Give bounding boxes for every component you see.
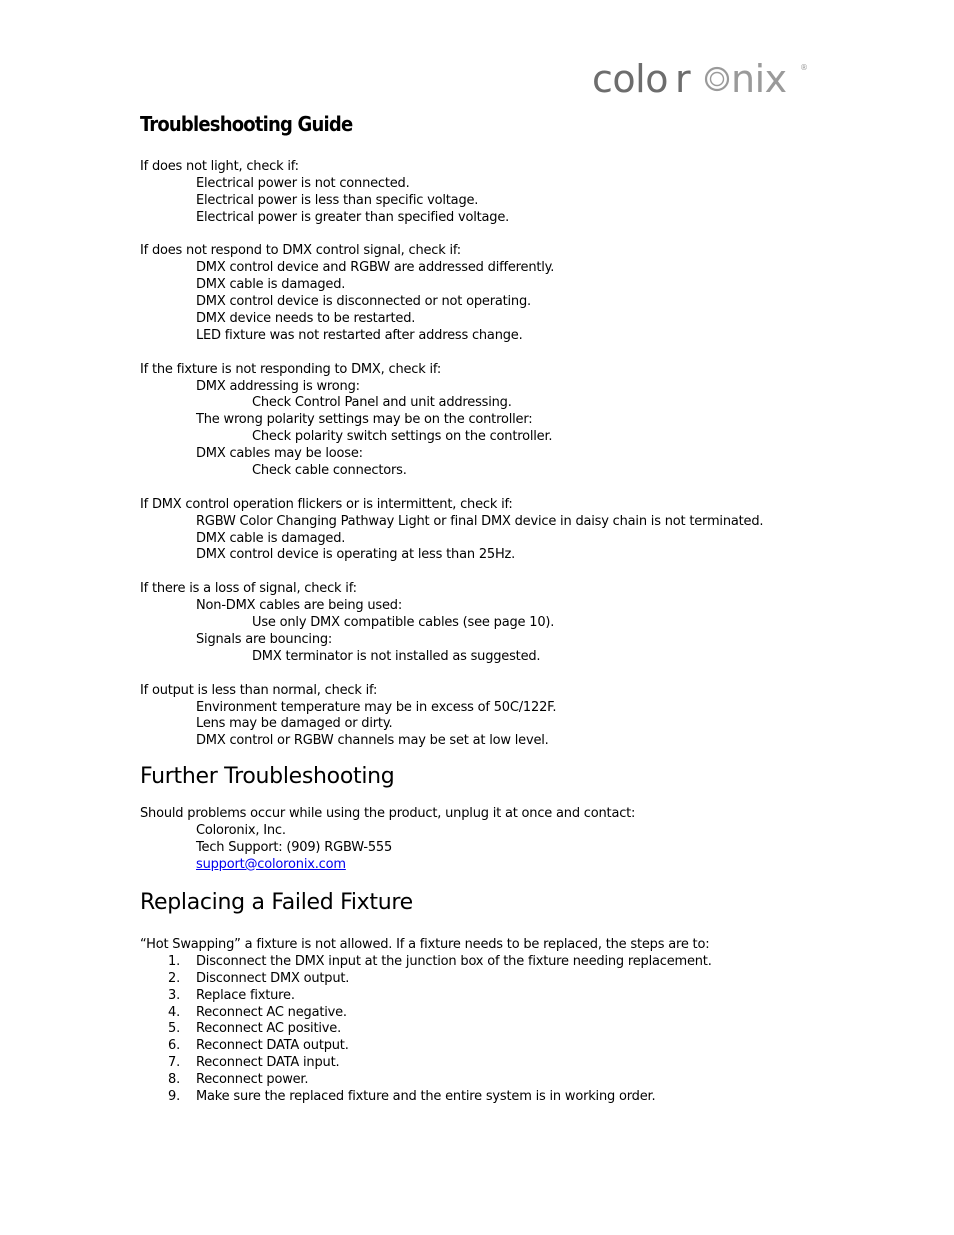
check-item: DMX control device and RGBW are addressed differently. (196, 260, 555, 276)
section-intro: If does not respond to DMX control signal, check if: (140, 243, 461, 259)
check-item: DMX cable is damaged. (196, 530, 346, 546)
check-item: Electrical power is greater than specified voltage. (196, 209, 510, 225)
check-sub-item: DMX terminator is not installed as suggested. (252, 648, 541, 664)
step-item (140, 1072, 840, 1089)
section-spacer (140, 345, 840, 362)
step-item (140, 1089, 840, 1106)
replacing-fixture-heading: Replacing a Failed Fixture (140, 890, 413, 915)
troubleshooting-guide-heading: Troubleshooting Guide (140, 112, 353, 136)
step-item (140, 1021, 840, 1038)
check-item: Lens may be damaged or dirty. (196, 716, 393, 732)
step-item (140, 971, 840, 988)
step-number: 3. (168, 987, 181, 1003)
logo-outline-o-inner (711, 73, 724, 86)
step-text: Reconnect DATA input. (196, 1055, 340, 1071)
step-item (140, 988, 840, 1005)
logo-text-r: r (675, 58, 691, 98)
hot-swapping-intro: “Hot Swapping” a fixture is not allowed. If a fixture needs to be replaced, the steps are to: (140, 937, 710, 952)
check-sub-item: Check cable connectors. (252, 463, 407, 479)
further-troubleshooting-heading: Further Troubleshooting (140, 764, 395, 789)
replacement-steps-list (140, 954, 840, 1106)
check-item: DMX cable is damaged. (196, 277, 346, 293)
step-number: 2. (168, 970, 181, 986)
replacing-block (140, 937, 840, 1106)
coloronix-logo (592, 58, 814, 98)
check-sub-item: Use only DMX compatible cables (see page 10). (252, 615, 555, 631)
step-text: Replace fixture. (196, 987, 295, 1003)
check-item: RGBW Color Changing Pathway Light or final DMX device in daisy chain is not terminated. (196, 513, 764, 529)
check-item: Electrical power is not connected. (196, 175, 410, 191)
section-spacer (140, 480, 840, 497)
logo-registered-mark: ® (800, 63, 808, 72)
contact-block (140, 806, 840, 874)
check-item: The wrong polarity settings may be on the controller: (196, 412, 533, 428)
step-text: Reconnect DATA output. (196, 1038, 349, 1054)
section-intro: If DMX control operation flickers or is intermittent, check if: (140, 496, 513, 512)
section-spacer (140, 564, 840, 581)
section-spacer (140, 227, 840, 244)
check-item: DMX control device is operating at less than 25Hz. (196, 547, 516, 563)
check-item: DMX control device is disconnected or not operating. (196, 294, 531, 310)
check-item: DMX cables may be loose: (196, 446, 363, 462)
check-item: DMX device needs to be restarted. (196, 311, 416, 327)
section-intro: If does not light, check if: (140, 159, 299, 174)
section-intro: If there is a loss of signal, check if: (140, 581, 357, 597)
section-intro: If the fixture is not responding to DMX, check if: (140, 361, 441, 377)
check-item: LED fixture was not restarted after address change. (196, 327, 523, 343)
check-sub-item: Check polarity switch settings on the controller. (252, 429, 553, 445)
step-text: Disconnect DMX output. (196, 970, 350, 986)
logo-text-colo: colo (592, 58, 668, 98)
step-number: 7. (168, 1055, 181, 1071)
step-text: Disconnect the DMX input at the junction box of the fixture needing replacement. (196, 953, 712, 969)
check-item: DMX addressing is wrong: (196, 378, 360, 394)
section-intro: If output is less than normal, check if: (140, 682, 378, 698)
step-text: Reconnect AC positive. (196, 1021, 341, 1037)
support-email-link[interactable]: support@coloronix.com (196, 856, 346, 872)
step-item (140, 1005, 840, 1022)
tech-support-phone: Tech Support: (909) RGBW-555 (196, 839, 393, 855)
step-item (140, 1055, 840, 1072)
step-number: 5. (168, 1021, 181, 1037)
check-item: Electrical power is less than specific voltage. (196, 192, 479, 208)
company-name: Coloronix, Inc. (196, 822, 286, 838)
logo-outline-o (706, 68, 728, 90)
check-item: Environment temperature may be in excess of 50C/122F. (196, 699, 557, 715)
check-sub-item: Check Control Panel and unit addressing. (252, 395, 512, 411)
logo-text-nix: nix (731, 58, 787, 98)
step-number: 9. (168, 1089, 181, 1105)
troubleshooting-list (140, 159, 840, 750)
step-text: Reconnect power. (196, 1072, 309, 1088)
step-number: 6. (168, 1038, 181, 1054)
section-spacer (140, 666, 840, 683)
check-item: Non-DMX cables are being used: (196, 598, 403, 614)
step-item (140, 954, 840, 971)
coloronix-logo-mark (592, 58, 814, 98)
step-text: Reconnect AC negative. (196, 1004, 347, 1020)
step-number: 1. (168, 953, 181, 969)
step-item (140, 1038, 840, 1055)
contact-intro: Should problems occur while using the product, unplug it at once and contact: (140, 806, 636, 821)
step-number: 8. (168, 1072, 181, 1088)
step-number: 4. (168, 1004, 181, 1020)
step-text: Make sure the replaced fixture and the entire system is in working order. (196, 1089, 656, 1105)
check-item: DMX control or RGBW channels may be set at low level. (196, 733, 549, 749)
check-item: Signals are bouncing: (196, 631, 333, 647)
